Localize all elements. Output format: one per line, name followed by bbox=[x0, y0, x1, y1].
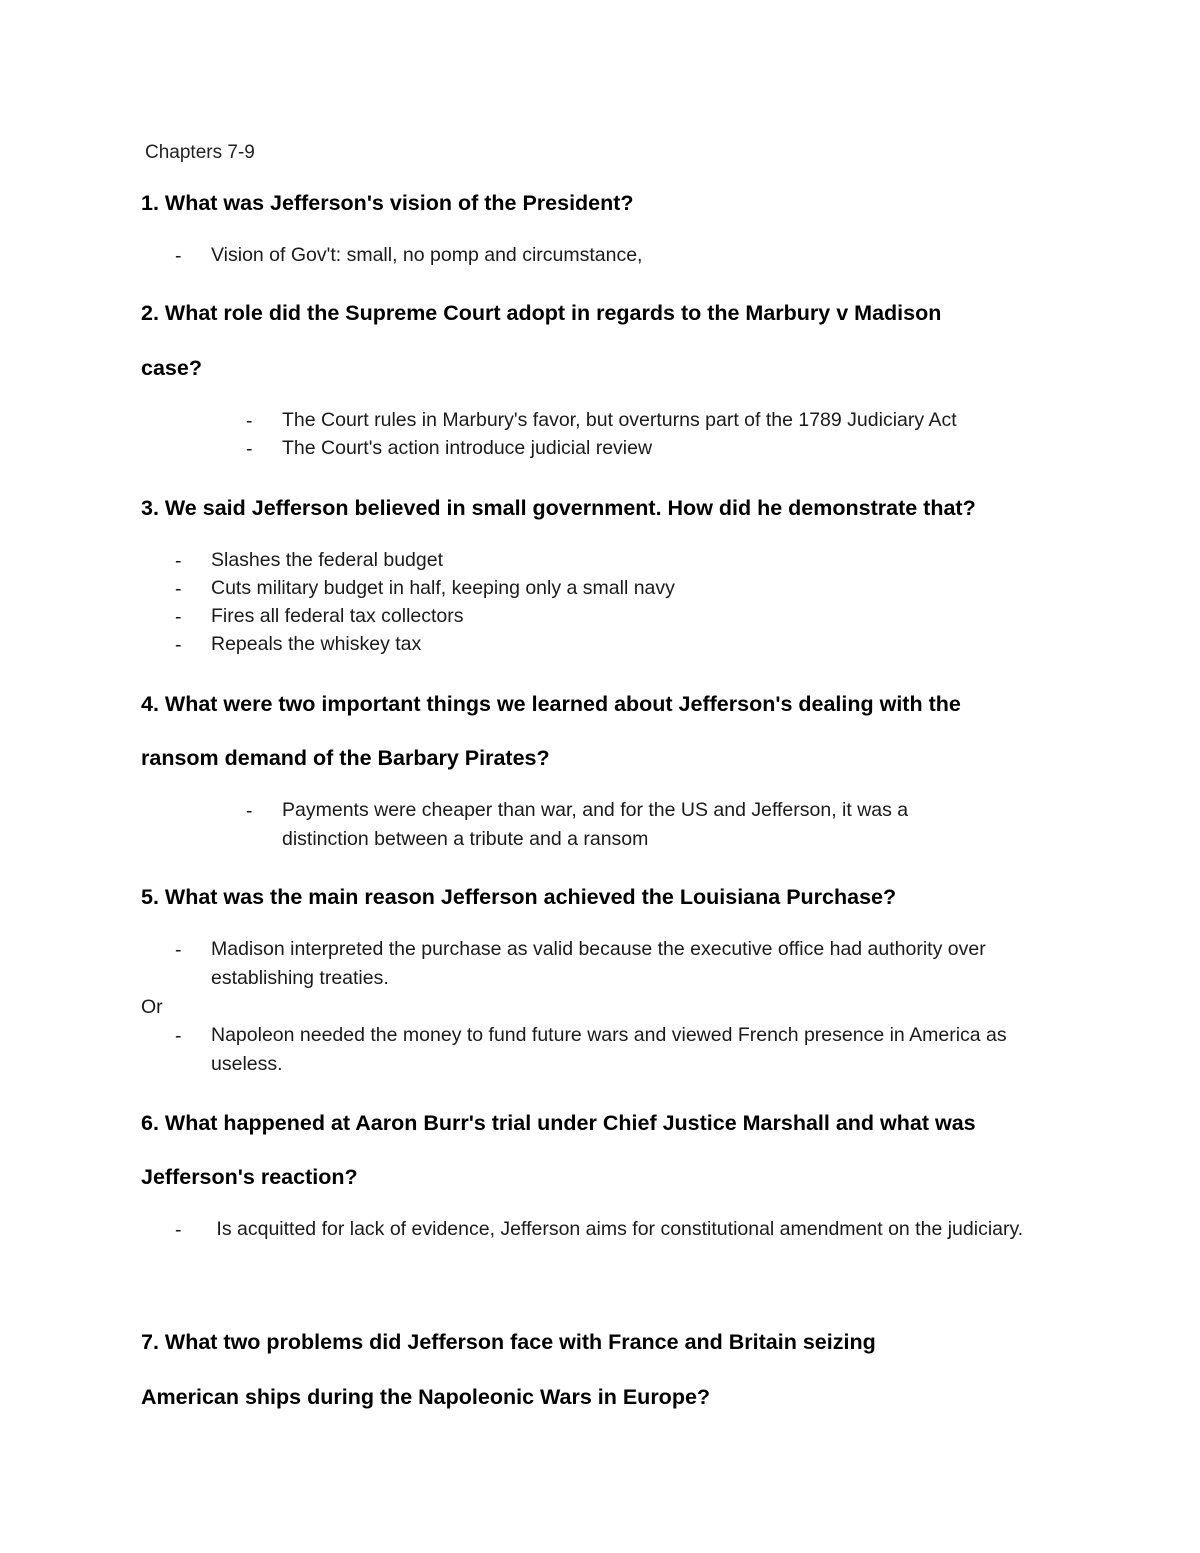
q6-bullet-1: Is acquitted for lack of evidence, Jefferson aims for constitutional amendment on the judiciary. bbox=[211, 1218, 1024, 1240]
document-header: Chapters 7-9 bbox=[145, 142, 255, 163]
q4-bullet-1: Payments were cheaper than war, and for the US and Jefferson, it was a distinction between a tribute and a ransom bbox=[282, 799, 909, 850]
bullet-dash: - bbox=[175, 550, 182, 572]
question-5: 5. What was the main reason Jefferson achieved the Louisiana Purchase? bbox=[141, 885, 897, 909]
q5-bullet-2: Napoleon needed the money to fund future wars and viewed French presence in America as useless. bbox=[211, 1024, 1007, 1075]
q1-bullet-1: Vision of Gov't: small, no pomp and circumstance, bbox=[211, 244, 643, 266]
q3-bullet-3: Fires all federal tax collectors bbox=[211, 605, 464, 627]
question-4-line-2: ransom demand of the Barbary Pirates? bbox=[141, 746, 550, 770]
bullet-dash: - bbox=[175, 245, 182, 267]
question-4-line-1: 4. What were two important things we learned about Jefferson's dealing with the bbox=[141, 692, 961, 716]
bullet-dash: - bbox=[246, 800, 253, 822]
question-6-line-1: 6. What happened at Aaron Burr's trial under Chief Justice Marshall and what was bbox=[141, 1111, 976, 1135]
q3-bullet-4: Repeals the whiskey tax bbox=[211, 633, 422, 655]
question-6-line-2: Jefferson's reaction? bbox=[141, 1165, 358, 1189]
bullet-dash: - bbox=[246, 438, 253, 460]
bullet-dash: - bbox=[175, 578, 182, 600]
question-7-line-1: 7. What two problems did Jefferson face with France and Britain seizing bbox=[141, 1330, 876, 1354]
bullet-dash: - bbox=[175, 634, 182, 656]
question-7-line-2: American ships during the Napoleonic Wars in Europe? bbox=[141, 1385, 711, 1409]
question-2-line-2: case? bbox=[141, 356, 202, 380]
q2-bullet-1: The Court rules in Marbury's favor, but overturns part of the 1789 Judiciary Act bbox=[282, 409, 957, 431]
bullet-dash: - bbox=[175, 1025, 182, 1047]
bullet-dash: - bbox=[246, 410, 253, 432]
q5-bullet-1: Madison interpreted the purchase as valid because the executive office had authority over establishing treaties. bbox=[211, 938, 986, 989]
q3-bullet-2: Cuts military budget in half, keeping only a small navy bbox=[211, 577, 675, 599]
question-2-line-1: 2. What role did the Supreme Court adopt in regards to the Marbury v Madison bbox=[141, 301, 942, 325]
question-3: 3. We said Jefferson believed in small government. How did he demonstrate that? bbox=[141, 496, 976, 520]
bullet-dash: - bbox=[175, 606, 182, 628]
q3-bullet-1: Slashes the federal budget bbox=[211, 549, 444, 571]
bullet-dash: - bbox=[175, 1219, 182, 1241]
bullet-dash: - bbox=[175, 939, 182, 961]
q2-bullet-2: The Court's action introduce judicial review bbox=[282, 437, 653, 459]
question-1: 1. What was Jefferson's vision of the President? bbox=[141, 191, 634, 215]
or-separator: Or bbox=[141, 996, 163, 1018]
